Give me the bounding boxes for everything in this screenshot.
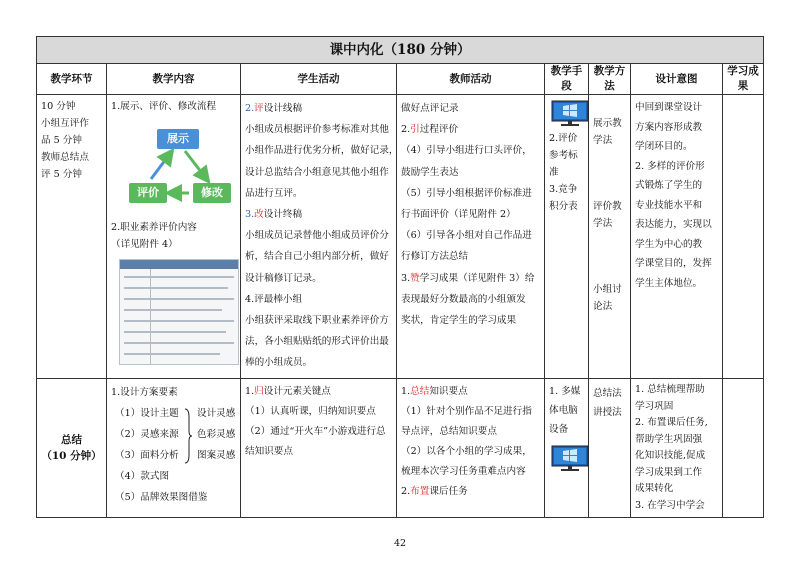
step-number: 2.: [245, 103, 255, 114]
step-number: 3.: [245, 209, 255, 221]
method-line: 学法: [593, 218, 613, 229]
means-cell: [545, 379, 589, 518]
activity-line: 小组获评采取线下职业素养评价方: [245, 315, 389, 327]
content-item: （详见附件 4）: [111, 239, 178, 250]
content-item: （3）面料分析: [115, 450, 179, 461]
inspiration-item: 设计灵感: [197, 408, 236, 419]
activity-text: 设计线稿: [263, 103, 303, 114]
evaluation-table-thumbnail: [119, 259, 239, 365]
monitor-icon: [551, 100, 589, 128]
activity-line: 设计总监结合小组意见其他小组作: [245, 166, 389, 178]
intent-line: 帮助学生巩固强: [635, 433, 703, 445]
method-line: 论法: [593, 301, 613, 312]
activity-line: 结知识要点: [245, 446, 293, 457]
activity-text: 知识要点: [429, 386, 468, 397]
cycle-arrows-icon: [125, 123, 235, 209]
stage-line: 教师总结点: [41, 152, 89, 163]
activity-line: （5）引导小组根据评价标准进: [401, 187, 532, 199]
evaluation-cycle-diagram: [125, 123, 235, 209]
activity-line: 4.评最棒小组: [245, 293, 303, 305]
activity-line: 做好点评记录: [401, 103, 459, 114]
header-outcome: 学习成果: [723, 64, 764, 95]
intent-line: 3. 在学习中学会: [635, 499, 705, 511]
activity-line: （6）引导各小组对自己作品进: [401, 230, 532, 242]
content-item: （4）款式图: [115, 471, 170, 482]
intent-cell: [631, 95, 723, 379]
intent-line: 1. 总结梳理帮助: [635, 384, 705, 395]
intent-cell: [631, 379, 723, 518]
intent-line: 式锻炼了学生的: [635, 180, 703, 191]
means-line: 1. 多媒: [549, 386, 581, 397]
intent-line: 专业技能水平和: [635, 199, 703, 211]
activity-line: 奖状，肯定学生的学习成果: [401, 315, 517, 327]
step-number: 1.: [245, 386, 255, 397]
intent-line: 表达能力，实现以: [635, 219, 712, 230]
method-line: 小组讨: [593, 284, 622, 295]
diagram-box-revise: 修改: [193, 183, 231, 203]
means-line: 积分表: [549, 201, 578, 212]
intent-line: 成果转化: [635, 483, 674, 494]
keyword: 归: [254, 386, 264, 397]
activity-line: 表现最好分数最高的小组颁发: [401, 293, 526, 305]
keyword: 布置: [410, 486, 430, 497]
activity-line: 行书面评价（详见附件 2）: [401, 209, 516, 221]
method-cell: [589, 95, 631, 379]
activity-line: 小组成员根据评价参考标准对其他: [245, 124, 389, 136]
means-line: 设备: [549, 424, 569, 435]
diagram-box-evaluate: 评价: [129, 183, 167, 203]
intent-line: 2. 多样的评价形: [635, 160, 705, 172]
intent-line: 2. 布置课后任务,: [635, 417, 708, 428]
table-row: [37, 95, 764, 379]
content-item: （2）灵感来源: [115, 429, 179, 440]
intent-line: 学习巩固: [635, 400, 674, 412]
activity-line: 品进行互评。: [245, 187, 303, 199]
monitor-icon: [551, 445, 589, 473]
stage-line: 小组互评作: [41, 118, 89, 129]
activity-line: 鼓励学生表达: [401, 166, 459, 178]
stage-line: 评 5 分钟: [41, 169, 82, 180]
step-number: 1.: [401, 386, 411, 397]
activity-line: （1）认真听课，归纳知识要点: [245, 406, 376, 417]
activity-line: [245, 382, 392, 402]
activity-line: 小组作品进行优劣分析，做好记录，: [245, 145, 399, 157]
intent-line: 化知识技能,促成: [635, 450, 706, 461]
means-line: 参考标: [549, 150, 578, 161]
intent-line: 学习成果到工作: [635, 466, 703, 478]
means-line: 3.竞争: [549, 184, 578, 195]
content-cell: [107, 95, 241, 379]
student-activity-cell: [241, 95, 397, 379]
summary-stage-cell: [37, 379, 107, 518]
activity-line: [401, 119, 540, 140]
header-student-activity: 学生活动: [241, 64, 397, 95]
content-title: 1.设计方案要素: [111, 387, 178, 398]
activity-line: 梳理本次学习任务重难点内容: [401, 466, 526, 477]
method-line: 总结法: [593, 388, 622, 399]
keyword: 评: [254, 103, 264, 114]
outcome-cell: [723, 95, 764, 379]
intent-line: 学生为中心的教: [635, 238, 703, 250]
activity-line: 析，结合自己小组内部分析，做好: [245, 251, 389, 263]
activity-line: （2）通过“开火车”小游戏进行总: [245, 426, 386, 437]
activity-line: [401, 382, 540, 402]
content-item: （1）设计主题: [115, 408, 179, 419]
means-line: 准: [549, 167, 559, 178]
teacher-activity-cell: [397, 95, 545, 379]
stage-line: 品 5 分钟: [41, 135, 82, 146]
activity-line: [245, 204, 392, 225]
inspiration-item: 色彩灵感: [197, 429, 236, 440]
activity-line: 行修订方法总结: [401, 251, 469, 263]
method-line: 展示教: [593, 118, 622, 129]
header-stage: 教学环节: [37, 64, 107, 95]
activity-line: [245, 98, 392, 119]
intent-line: 学闭环目的。: [635, 141, 693, 152]
keyword: 改: [254, 209, 264, 221]
step-number: 3.: [401, 272, 411, 284]
method-cell: [589, 379, 631, 518]
method-line: 讲授法: [593, 407, 622, 418]
inspiration-item: 图案灵感: [197, 450, 236, 461]
student-activity-cell: [241, 379, 397, 518]
activity-text: 课后任务: [429, 486, 468, 497]
activity-line: 设计稿修订记录。: [245, 272, 322, 284]
header-teacher-activity: 教师活动: [397, 64, 545, 95]
method-line: 评价教: [593, 201, 622, 212]
header-method: 教学方法: [589, 64, 631, 95]
activity-line: 棒的小组成员。: [245, 357, 313, 369]
activity-line: 导点评，总结知识要点: [401, 426, 497, 437]
header-means: 教学手段: [545, 64, 589, 95]
activity-line: （1）针对个别作品不足进行指: [401, 406, 532, 417]
table-row: [37, 379, 764, 518]
header-content: 教学内容: [107, 64, 241, 95]
content-item: 2.职业素养评价内容: [111, 222, 197, 233]
brace-icon: [183, 407, 193, 465]
means-line: 2.评价: [549, 133, 578, 144]
header-row: [37, 64, 764, 95]
step-number: 2.: [401, 486, 411, 497]
activity-text: 设计元素关键点: [263, 386, 331, 397]
keyword: 总结: [410, 386, 430, 397]
header-intent: 设计意图: [631, 64, 723, 95]
method-line: 学法: [593, 135, 613, 146]
keyword: 赞: [410, 272, 420, 284]
stage-cell: [37, 95, 107, 379]
activity-text: 过程评价: [419, 124, 459, 136]
activity-line: （2）以各个小组的学习成果，: [401, 446, 532, 457]
activity-line: 法，各小组贴贴纸的形式评价出最: [245, 336, 389, 348]
intent-line: 学生主体地位。: [635, 277, 703, 289]
outcome-cell: [723, 379, 764, 518]
activity-line: [401, 482, 540, 502]
activity-text: 学习成果（详见附件 3）给: [419, 272, 535, 284]
activity-line: [401, 268, 540, 289]
content-cell: [107, 379, 241, 518]
means-line: 体电脑: [549, 405, 578, 416]
table-title: 课中内化（180 分钟）: [37, 37, 764, 64]
content-item: 1.展示、评价、修改流程: [111, 101, 217, 112]
keyword: 引: [410, 124, 420, 136]
step-number: 2.: [401, 124, 411, 136]
summary-stage-title: 总结: [61, 434, 82, 446]
activity-line: （4）引导小组进行口头评价，: [401, 145, 532, 157]
design-elements-brace-group: [111, 403, 236, 466]
page-number: 42: [393, 538, 407, 549]
intent-line: 中回到课堂设计: [635, 102, 703, 113]
lesson-plan-table: [36, 36, 764, 518]
stage-line: 10 分钟: [41, 101, 76, 112]
diagram-box-show: 展示: [157, 129, 199, 149]
activity-line: 小组成员记录替他小组成员评价分: [245, 230, 389, 242]
means-cell: [545, 95, 589, 379]
teacher-activity-cell: [397, 379, 545, 518]
activity-text: 设计终稿: [263, 209, 303, 221]
content-item: （5）品牌效果图借鉴: [115, 492, 208, 503]
intent-line: 方案内容形成教: [635, 121, 703, 133]
summary-stage-duration: （10 分钟）: [41, 450, 102, 462]
intent-line: 学课堂目的，发挥: [635, 258, 712, 269]
